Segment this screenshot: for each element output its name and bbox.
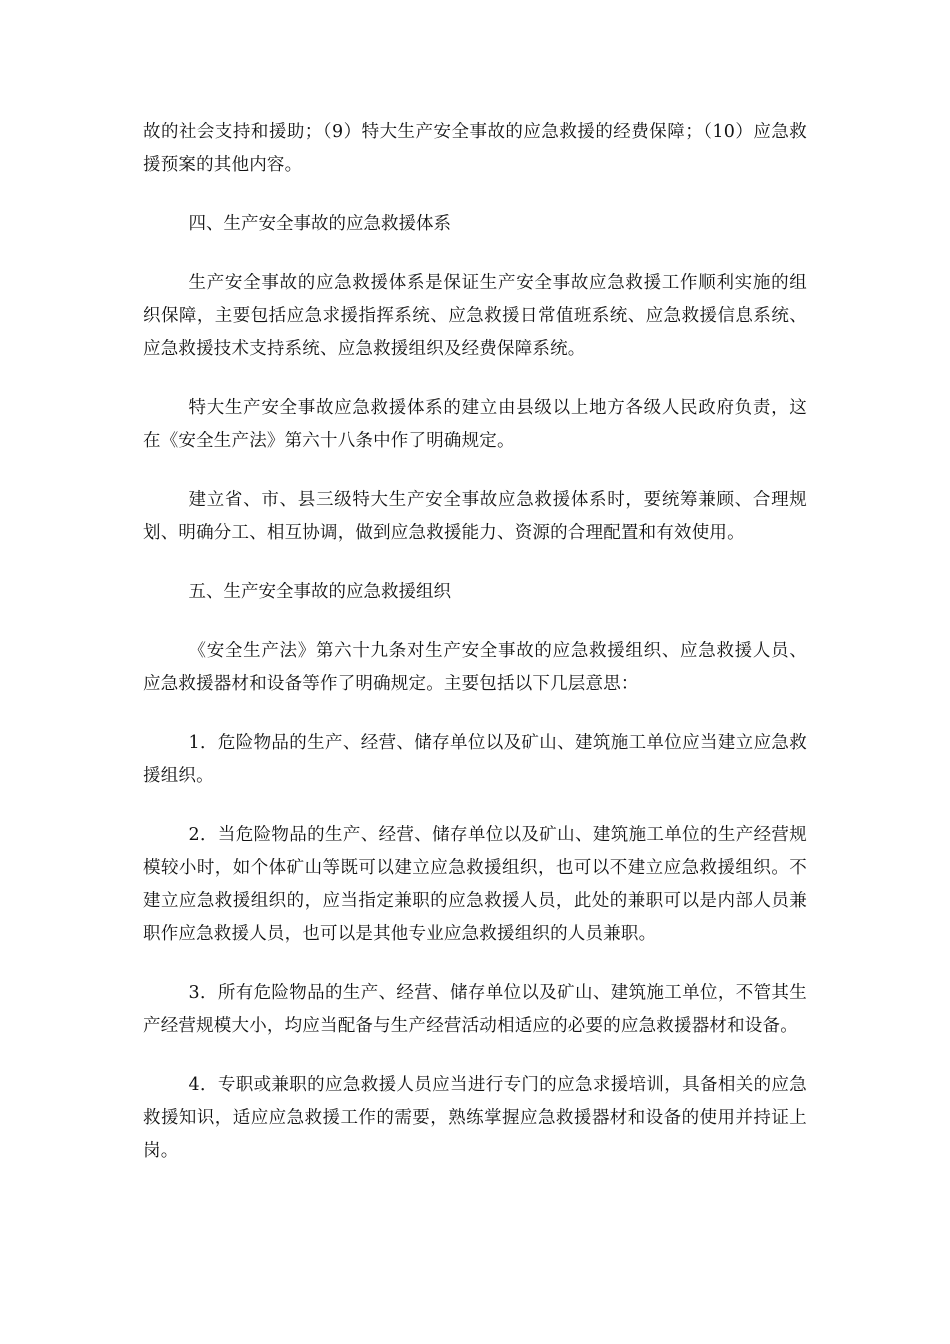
list-item-4: 4．专职或兼职的应急救援人员应当进行专门的应急求援培训，具备相关的应急救援知识，适应应急救援工作的需要，熟练掌握应急救援器材和设备的使用并持证上岗。 [143,1075,807,1161]
paragraph: 生产安全事故的应急救援体系是保证生产安全事故应急救援工作顺利实施的组织保障，主要包括应急求援指挥系统、应急救援日常值班系统、应急救援信息系统、应急救援技术支持系统、应急救援组织及经费保障系统。 [143,273,807,359]
paragraph: 建立省、市、县三级特大生产安全事故应急救援体系时，要统筹兼顾、合理规划、明确分工、相互协调，做到应急救援能力、资源的合理配置和有效使用。 [143,490,807,543]
paragraph: 《安全生产法》第六十九条对生产安全事故的应急救援组织、应急救援人员、应急救援器材和设备等作了明确规定。主要包括以下几层意思： [143,641,807,694]
document-page [143,116,807,1194]
paragraph-continuation: 故的社会支持和援助；（9）特大生产安全事故的应急救援的经费保障；（10）应急救援预案的其他内容。 [143,122,807,175]
list-item-1: 1．危险物品的生产、经营、储存单位以及矿山、建筑施工单位应当建立应急救援组织。 [143,733,807,786]
list-item-2: 2．当危险物品的生产、经营、储存单位以及矿山、建筑施工单位的生产经营规模较小时，如个体矿山等既可以建立应急救援组织，也可以不建立应急救援组织。不建立应急救援组织的，应当指定兼职的应急救援人员，此处的兼职可以是内部人员兼职作应急救援人员，也可以是其他专业应急救援组织的人员兼职。 [143,825,807,944]
paragraph: 特大生产安全事故应急救援体系的建立由县级以上地方各级人民政府负责，这在《安全生产法》第六十八条中作了明确规定。 [143,398,807,451]
list-item-3: 3．所有危险物品的生产、经营、储存单位以及矿山、建筑施工单位，不管其生产经营规模大小，均应当配备与生产经营活动相适应的必要的应急救援器材和设备。 [143,983,807,1036]
section-heading-5: 五、生产安全事故的应急救援组织 [188,582,451,602]
section-heading-4: 四、生产安全事故的应急救援体系 [188,214,451,234]
